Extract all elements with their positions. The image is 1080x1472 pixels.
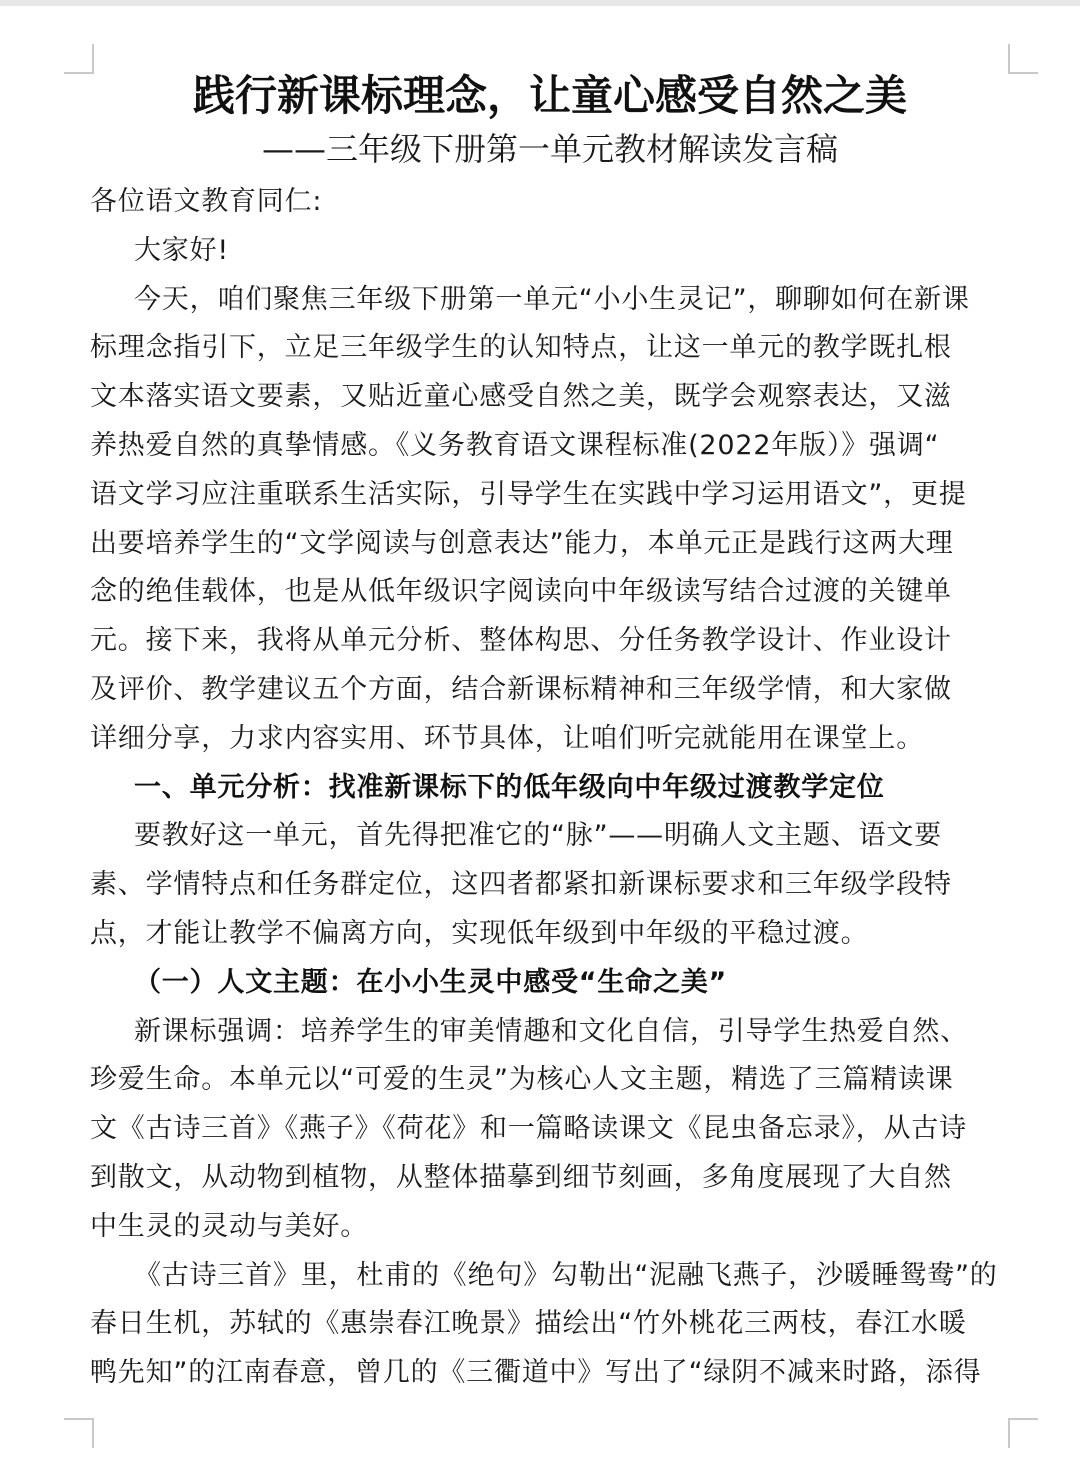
body-line: 新课标强调：培养学生的审美情趣和文化自信，引导学生热爱自然、 (134, 1015, 968, 1047)
body-line: 到散文，从动物到植物，从整体描摹到细节刻画，多角度展现了大自然 (90, 1161, 952, 1193)
top-edge-band (0, 0, 1080, 6)
body-line: 标理念指引下，立足三年级学生的认知特点，让这一单元的教学既扎根 (90, 332, 952, 364)
body-line: 念的绝佳载体，也是从低年级识字阅读向中年级读写结合过渡的关键单 (90, 576, 952, 608)
section-heading-1: 一、单元分析：找准新课标下的低年级向中年级过渡教学定位 (134, 771, 885, 803)
body-line: 今天，咱们聚焦三年级下册第一单元“小小生灵记”，聊聊如何在新课 (134, 283, 970, 315)
document-subtitle: ——三年级下册第一单元教材解读发言稿 (261, 130, 838, 168)
page-corner-mark-bottom-left (64, 1418, 94, 1448)
body-line-salutation: 各位语文教育同仁: (90, 186, 323, 217)
body-line: 出要培养学生的“文学阅读与创意表达”能力，本单元正是践行这两大理 (90, 527, 954, 559)
body-line: 要教好这一单元，首先得把准它的“脉”——明确人文主题、语文要 (134, 820, 942, 852)
body-line: 详细分享，力求内容实用、环节具体，让咱们听完就能用在课堂上。 (90, 722, 924, 754)
body-line: 文本落实语文要素，又贴近童心感受自然之美，既学会观察表达，又滋 (90, 381, 952, 413)
body-line: 养热爱自然的真挚情感。《义务教育语文课程标准(2022年版）》强调“ (90, 429, 940, 461)
body-line: 《古诗三首》里，杜甫的《绝句》勾勒出“泥融飞燕子，沙暖睡鸳鸯”的 (134, 1259, 998, 1291)
body-line: 春日生机，苏轼的《惠崇春江晚景》描绘出“竹外桃花三两枝，春江水暖 (90, 1308, 967, 1340)
body-line: 文《古诗三首》《燕子》《荷花》和一篇略读课文《昆虫备忘录》，从古诗 (90, 1113, 967, 1145)
page-corner-mark-bottom-right (1008, 1418, 1038, 1448)
page-corner-mark-top-right (1008, 44, 1038, 74)
body-line: 鸭先知”的江南春意，曾几的《三衢道中》写出了“绿阴不减来时路，添得 (90, 1357, 982, 1389)
subsection-heading-1: （一）人文主题：在小小生灵中感受“生命之美” (134, 966, 728, 998)
body-line: 元。接下来，我将从单元分析、整体构思、分任务教学设计、作业设计 (90, 625, 952, 657)
body-line: 珍爱生命。本单元以“可爱的生灵”为核心人文主题，精选了三篇精读课 (90, 1064, 954, 1096)
body-line: 语文学习应注重联系生活实际，引导学生在实践中学习运用语文”，更提 (90, 478, 967, 510)
body-line: 中生灵的灵动与美好。 (90, 1210, 368, 1242)
body-line: 素、学情特点和任务群定位，这四者都紧扣新课标要求和三年级学段特 (90, 869, 952, 901)
body-line: 点，才能让教学不偏离方向，实现低年级到中年级的平稳过渡。 (90, 917, 869, 949)
body-line-greeting: 大家好! (134, 234, 230, 266)
document-body (90, 178, 1005, 1398)
document-title: 践行新课标理念，让童心感受自然之美 (192, 71, 907, 120)
body-line: 及评价、教学建议五个方面，结合新课标精神和三年级学情，和大家做 (90, 673, 952, 705)
